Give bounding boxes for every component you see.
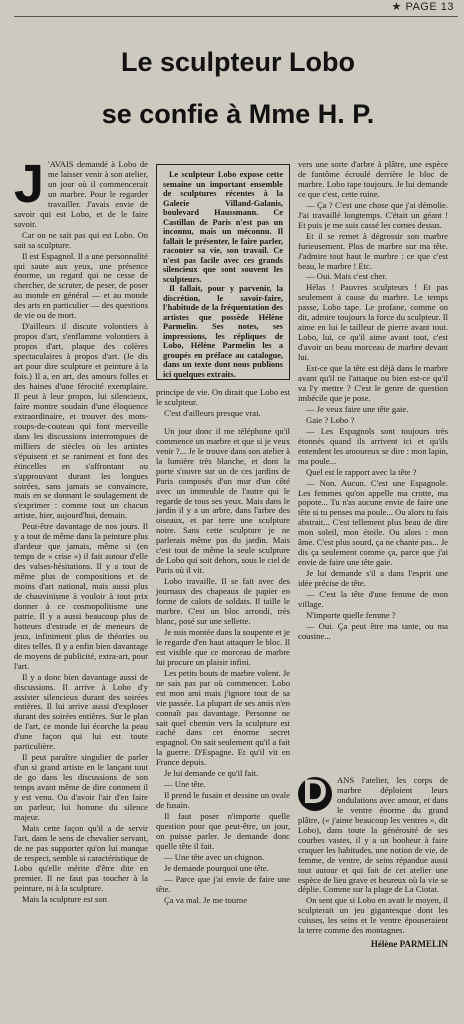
article-column-3-end	[298, 773, 448, 1020]
col3-paragraph: Est-ce que la tête est déjà dans le marbre avant qu'il ne l'attaque ou bien est-ce qu'il va l'y mettre ? C'est le genre de question imbécile que je pose.	[298, 363, 448, 403]
dropcap-d: D	[298, 777, 332, 811]
article-column-1	[14, 154, 148, 1020]
col1-paragraph: Il y a donc bien davantage aussi de discussions. Il arrive à Lobo d'y assister silencieux durant des soirées entières. Il lui arrive aussi d'exploser durant des soirées entières. Sur le plan de l'art, ce monde lui écorche la peau d'une façon qui lui est toute particulière.	[14, 671, 148, 752]
col3-paragraph: N'importe quelle femme ?	[306, 609, 396, 620]
col1-paragraph: D'ailleurs il discute volontiers à propos d'art, s'enflamme volontiers à propos d'art, plaque des colères spectaculaires à propos d'art. (Je dis art pour dire sculpture et peinture à la fois.) Il a, en art, des amours folles et des haines d'une férocité exemplaire. Il peut à leur propos, lui silencieux, faire montre soudain d'une éloquence extraordinaire, et trouver des mots-coups-de-couteau qui font merveille dans les discussions interrompues de milliers de siècles où les artistes s'épuisent et se raniment et font des étincelles en s'affrontant ou s'approuvant durant les longues soirées, sans jamais se convaincre, mais en se donnant le soulagement de s'exprimer : comme tout un chacun artiste, hier, aujourd'hui, demain.	[14, 321, 148, 521]
col3-paragraph: — C'est la tête d'une femme de mon village.	[298, 589, 448, 609]
col2-paragraph: C'est d'ailleurs presque vrai.	[164, 407, 261, 418]
col3-paragraph: Gaie ? Lobo ?	[306, 414, 355, 425]
top-rule	[14, 16, 458, 17]
col3-paragraph: — Oui. Ça peut être ma tante, ou ma cousine...	[298, 620, 448, 641]
headline-line1: Le sculpteur Lobo	[120, 47, 355, 77]
box-paragraph: Le sculpteur Lobo expose cette semaine un important ensemble de sculptures récentes à la Galerie Villand-Galanis, boulevard Haussmann. Ce Castillan de Paris n'est pas un inconnu, mais un méconnu. Il fallait le présenter, le faire parler, raconter sa vie, son travail. Ce n'est pas facile avec ces grands silencieux que sont souvent les sculpteurs.	[163, 170, 283, 284]
col3-paragraph: — Les Espagnols sont toujours très étonnés quand ils arrivent ici et qu'ils entendent les amoureux se dire : mon lapin, ma poule...	[298, 425, 448, 466]
article-column-2	[156, 388, 290, 1020]
page-folio: ★ PAGE 13	[391, 1, 454, 13]
col1-paragraph: Car on ne sait pas qui est Lobo. On sait sa sculpture.	[14, 229, 148, 250]
col1-paragraph: Mais cette façon qu'il a de servir l'art, dans le sens de chevalier servant, de ne pas supporter qu'on lui manque de respect, semble si caractéristique de Lobo qu'elle mérite d'être dite en premier. Il ne faut pas toucher à la peinture, ni à la sculpture.	[14, 822, 148, 893]
col2-paragraph: Ça va mal. Je me tourne	[164, 894, 248, 905]
col3-paragraph: vers une sorte d'arbre à plâtre, une espèce de fantôme écroulé derrière le bloc de marbre. Lobo tape toujours. Je lui demande ce que c'est, cette ruine.	[298, 159, 448, 199]
col1-paragraph: Il peut paraître singulier de parler d'un si grand artiste en le lançant tout de go dans les discussions de son temps avant même de dire comment il y est venu. Ou d'avoir l'air d'en faire un parleur, lui homme du silence majeur.	[14, 752, 148, 822]
col2-paragraph: — Une tête avec un chignon.	[164, 851, 265, 862]
col2-paragraph: — Parce que j'ai envie de faire une tête.	[156, 873, 290, 894]
col2-paragraph: Je lui demande ce qu'il fait.	[164, 768, 259, 779]
box-paragraph: Il fallait, pour y parvenir, la discrétion, le savoir-faire, l'habitude de la fréquentation des artistes que possède Hélène Parmelin. Ses notes, ses impressions, les répliques de Lobo, Hélène Parmelin les a groupés en préface au catalogue, dans un texte dont nous publions ici quelques extraits.	[163, 284, 283, 379]
col3-paragraph: Hélas ! Pauvres sculpteurs ! Et pas seulement à cause du marbre. Le temps passe, Lobo tape. Le profane, comme on dit, admire toujours la force du sculpteur. Il aime en lui le tailleur de pierre avant tout. Lobo, lui, ce qu'il aime avant tout, c'est d'avoir un beau morceau de marbre devant lui.	[298, 282, 448, 363]
col2-paragraph: Lobo travaille. Il se fait avec des journaux des chapeaux de papier en forme de calots de soldats. Il taille le marbre. C'est un bloc arrondi, très blanc, posé sur une sellette.	[156, 576, 290, 626]
col2-paragraph: Un jour donc il me téléphone qu'il commence un marbre et que si je veux venir ?... Je le trouve dans son atelier à la lumière très blanche, et dont la porte s'ouvre sur un de ces jardins de Paris composés d'un mur d'un côté avec un immeuble de l'autre qui le regarde de tous ses yeux. Mais dans le jardin il y a un arbre, dans l'arbre des oiseaux, et par terre une sculpture noire. Sans cette sculpture je ne parlerais même pas du jardin. Mais c'est tout de même la seule sculpture de Lobo qui soit dehors, sous le ciel de Paris où il vit.	[156, 425, 290, 576]
intro-box-text	[163, 170, 283, 379]
col3-paragraph: Et il se remet à dégrossir son marbre furieusement. Plus de marbre sur ma tête. J'admire tout haut le marbre : ce que c'est beau, le marbre ! Etc.	[298, 230, 448, 271]
col2-paragraph: — Une tête.	[164, 779, 206, 790]
col3-paragraph: — Ça ? C'est une chose que j'ai démolie. J'ai travaillé longtemps. C'était un géant ! Et puis je me suis cassé les cornes dessus.	[298, 199, 448, 230]
col1-paragraph: 'AVAIS demandé à Lobo de me laisser venir à son atelier, un jour où il commencerait un marbre. Pour le regarder travailler. J'avais envie de savoir qui est Lobo, et de le faire savoir.	[14, 159, 148, 229]
dropcap-j: J	[14, 154, 45, 214]
col2-paragraph: Les petits bouts de marbre volent. Je ne sais pas par où commencer. Lobo est mon ami mais j'ignore tout de sa vie passée. La plupart de ses amis n'en connaît pas davantage. Personne ne sait quel chemin vers la sculpture est caché dans cet énorme secret espagnol. On sait seulement qu'il a fait la guerre. D'Espagne. Et qu'il vit en France depuis.	[156, 667, 290, 768]
col1-paragraph: Mais la sculpture est son	[22, 893, 107, 904]
col2-paragraph: Il prend le fusain et dessine un ovale de fusain.	[156, 790, 290, 811]
intro-box	[156, 164, 290, 380]
col3-paragraph: Je lui demande s'il a dans l'esprit une idée précise de tête.	[298, 568, 448, 589]
col3b-paragraph: ANS l'atelier, les corps de marbre déploient leurs ondulations avec amour, et dans le ventre énorme du grand plâtre, (« j'aime beaucoup les ventres », dit Lobo), dans toute la générosité de ses courbes vastes, il y a un bonheur à faire craquer les habitudes, une notion de vie, de femme, de ventre, de seins répandue aussi tout autour et qui fait de cet atelier une espèce de lieu grave et heureux où la vie se déplie. Comme sur la plage de La Ciotat.	[298, 775, 448, 895]
headline-line2: se confie à Mme H. P.	[101, 99, 375, 129]
col3-paragraph: — Oui. Mais c'est cher.	[306, 271, 387, 282]
col2-paragraph: Il faut poser n'importe quelle question pour que peut-être, un jour, on puisse parler. Je demande donc quelle tête il fait.	[156, 811, 290, 851]
col2-paragraph: Je suis montée dans la soupente et je le regarde d'en haut attaquer le bloc. Il est visible que ce morceau de marbre lui procure un plaisir infini.	[156, 626, 290, 667]
col3b-paragraph: On sent que si Lobo en avait le moyen, il sculpterait un jeu gigantesque dont les cuisses, les seins et le ventre épouseraient la terre comme des montagnes.	[298, 895, 448, 936]
col1-paragraph: Peut-être davantage de nos jours. Il y a tout de même dans la peinture plus d'ardeur que jamais, même si (en temps de « crise ») il fait autour d'elle des valses-hésitations. Il y a tout de même plus de compositions et de moins d'art national, mais aussi plus de chauvinisme à vouloir à tout prix donner à ce cosmopolitisme une patrie. Il y a aussi beaucoup plus de batteurs d'estrade et de meneurs de jeux, infiniment plus de théories ou dites telles. Il y a enfin bien davantage de moyens de publicité, extra-art, pour l'art.	[14, 521, 148, 671]
col3-paragraph: — Non. Aucun. C'est une Espagnole. Les femmes qu'on appelle ma crotte, ma popote... Tu n'as aucune envie de faire une tête si tu penses ma poule... Ou alors tu fais abstrait... C'est tellement plus beau de dire mon soleil, mon étoile. Ou alors : mon âme. C'est plus sourd, ça ne chante pas... Je dis ça seulement comme ça, parce que j'ai envie de faire une tête gaie.	[298, 477, 448, 568]
col2-paragraph: principe de vie. On dirait que Lobo est le sculpteur.	[156, 387, 290, 407]
author-signature: Hélène PARMELIN	[370, 939, 448, 950]
col1-paragraph: Il est Espagnol. Il a une personnalité qui saute aux yeux, une présence énorme, un regard qui ne cesse de chercher, de scruter, de peser, de poser au monde en général — et au monde des arts en particulier — des questions de vie ou de mort.	[14, 250, 148, 321]
article-column-3	[298, 160, 448, 750]
col3-paragraph: Quel est le rapport avec la tête ?	[306, 466, 417, 477]
col2-paragraph: Je demande pourquoi une tête.	[164, 862, 269, 873]
col3-paragraph: — Je veux faire une tête gaie.	[306, 403, 409, 414]
